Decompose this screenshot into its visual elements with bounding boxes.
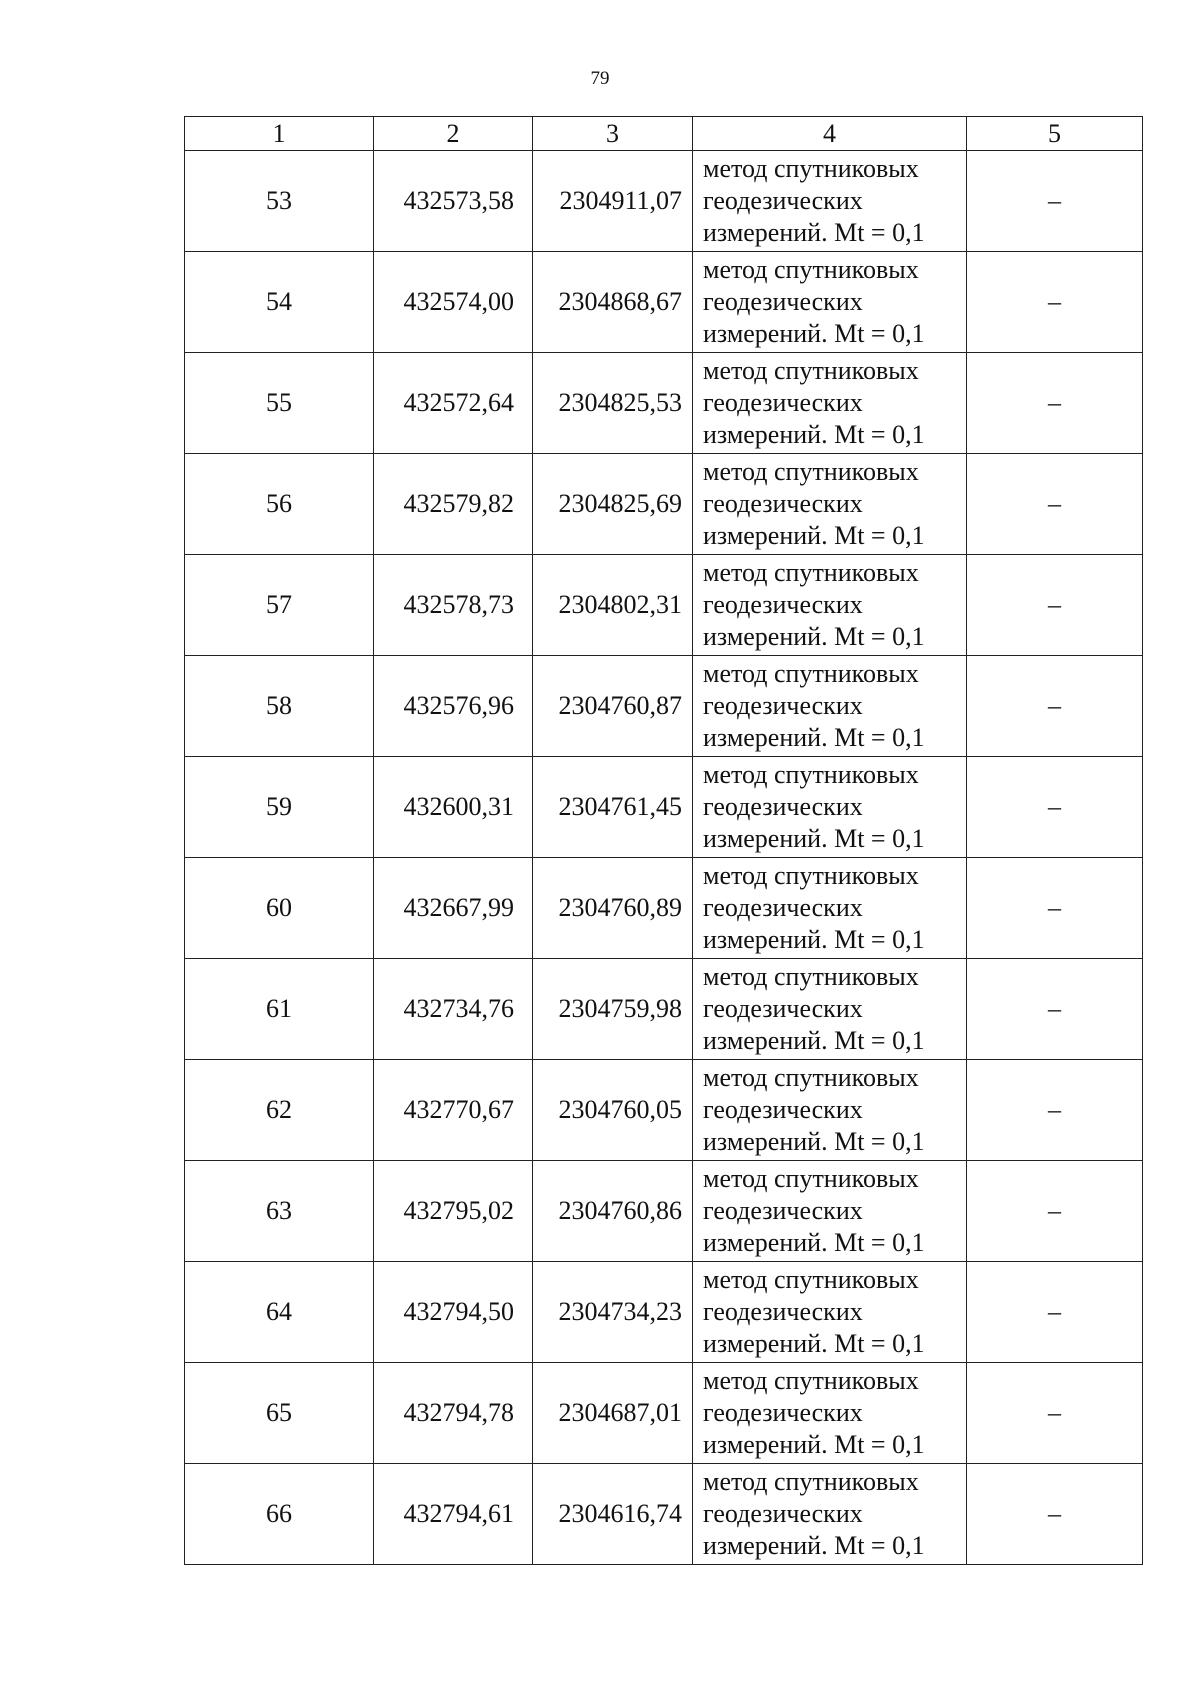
point-number-cell: 63 — [185, 1161, 374, 1262]
method-line: геодезических — [703, 1095, 863, 1124]
method-line: геодезических — [703, 1499, 863, 1528]
coordinate-x-cell: 432734,76 — [374, 959, 533, 1060]
coordinate-x-cell: 432572,64 — [374, 353, 533, 454]
table-row — [185, 1363, 1143, 1464]
coordinate-x-cell: 432770,67 — [374, 1060, 533, 1161]
method-line: геодезических — [703, 489, 863, 518]
point-number-cell: 54 — [185, 252, 374, 353]
point-number-cell: 53 — [185, 151, 374, 252]
method-cell — [693, 656, 967, 757]
header-cell-1: 1 — [185, 117, 374, 151]
coordinate-y-cell: 2304911,07 — [533, 151, 693, 252]
method-line: геодезических — [703, 1398, 863, 1427]
method-cell — [693, 757, 967, 858]
method-line: геодезических — [703, 186, 863, 215]
coordinate-y-cell: 2304759,98 — [533, 959, 693, 1060]
method-line: измерений. Mt = 0,1 — [703, 1531, 925, 1560]
method-line: метод спутниковых — [703, 760, 919, 789]
point-number-cell: 65 — [185, 1363, 374, 1464]
method-line: метод спутниковых — [703, 356, 919, 385]
point-number-cell: 60 — [185, 858, 374, 959]
note-cell: – — [967, 1060, 1143, 1161]
header-cell-5: 5 — [967, 117, 1143, 151]
method-line: геодезических — [703, 287, 863, 316]
point-number-cell: 58 — [185, 656, 374, 757]
table-row — [185, 858, 1143, 959]
note-cell: – — [967, 252, 1143, 353]
table-row — [185, 1464, 1143, 1565]
method-line: измерений. Mt = 0,1 — [703, 1329, 925, 1358]
note-cell: – — [967, 757, 1143, 858]
method-line: метод спутниковых — [703, 962, 919, 991]
coordinate-y-cell: 2304760,87 — [533, 656, 693, 757]
point-number-cell: 59 — [185, 757, 374, 858]
table-row — [185, 252, 1143, 353]
method-line: геодезических — [703, 691, 863, 720]
coordinate-y-cell: 2304734,23 — [533, 1262, 693, 1363]
coordinate-y-cell: 2304760,86 — [533, 1161, 693, 1262]
table-row — [185, 555, 1143, 656]
table-header — [185, 117, 1143, 151]
method-line: измерений. Mt = 0,1 — [703, 319, 925, 348]
table-row — [185, 959, 1143, 1060]
coordinate-x-cell: 432794,78 — [374, 1363, 533, 1464]
method-line: метод спутниковых — [703, 1265, 919, 1294]
method-line: метод спутниковых — [703, 154, 919, 183]
coordinate-x-cell: 432574,00 — [374, 252, 533, 353]
method-cell — [693, 151, 967, 252]
method-line: геодезических — [703, 1297, 863, 1326]
coordinate-y-cell: 2304760,05 — [533, 1060, 693, 1161]
header-cell-3: 3 — [533, 117, 693, 151]
method-line: метод спутниковых — [703, 1366, 919, 1395]
coordinate-x-cell: 432573,58 — [374, 151, 533, 252]
method-line: измерений. Mt = 0,1 — [703, 1026, 925, 1055]
coordinate-x-cell: 432795,02 — [374, 1161, 533, 1262]
coordinate-y-cell: 2304868,67 — [533, 252, 693, 353]
coordinate-y-cell: 2304761,45 — [533, 757, 693, 858]
coordinate-x-cell: 432578,73 — [374, 555, 533, 656]
table-row — [185, 656, 1143, 757]
table-row — [185, 454, 1143, 555]
method-line: метод спутниковых — [703, 1063, 919, 1092]
page-number: 79 — [590, 68, 610, 89]
method-line: геодезических — [703, 792, 863, 821]
point-number-cell: 56 — [185, 454, 374, 555]
coordinate-x-cell: 432794,61 — [374, 1464, 533, 1565]
note-cell: – — [967, 1363, 1143, 1464]
method-cell — [693, 858, 967, 959]
method-line: метод спутниковых — [703, 1467, 919, 1496]
coordinate-x-cell: 432576,96 — [374, 656, 533, 757]
note-cell: – — [967, 353, 1143, 454]
note-cell: – — [967, 858, 1143, 959]
method-line: метод спутниковых — [703, 1164, 919, 1193]
coordinates-table — [184, 116, 1143, 1565]
method-cell — [693, 454, 967, 555]
note-cell: – — [967, 959, 1143, 1060]
method-line: измерений. Mt = 0,1 — [703, 622, 925, 651]
coordinate-x-cell: 432667,99 — [374, 858, 533, 959]
method-line: метод спутниковых — [703, 457, 919, 486]
point-number-cell: 62 — [185, 1060, 374, 1161]
method-line: измерений. Mt = 0,1 — [703, 218, 925, 247]
method-line: измерений. Mt = 0,1 — [703, 824, 925, 853]
method-cell — [693, 252, 967, 353]
method-line: измерений. Mt = 0,1 — [703, 1430, 925, 1459]
method-line: геодезических — [703, 590, 863, 619]
method-line: геодезических — [703, 893, 863, 922]
point-number-cell: 61 — [185, 959, 374, 1060]
coordinate-y-cell: 2304802,31 — [533, 555, 693, 656]
note-cell: – — [967, 555, 1143, 656]
note-cell: – — [967, 1262, 1143, 1363]
header-row — [185, 117, 1143, 151]
method-line: измерений. Mt = 0,1 — [703, 723, 925, 752]
method-line: измерений. Mt = 0,1 — [703, 925, 925, 954]
table-row — [185, 757, 1143, 858]
table-body — [185, 151, 1143, 1565]
coordinate-x-cell: 432794,50 — [374, 1262, 533, 1363]
coordinate-x-cell: 432579,82 — [374, 454, 533, 555]
note-cell: – — [967, 656, 1143, 757]
point-number-cell: 57 — [185, 555, 374, 656]
table-row — [185, 151, 1143, 252]
method-cell — [693, 1464, 967, 1565]
header-cell-4: 4 — [693, 117, 967, 151]
point-number-cell: 66 — [185, 1464, 374, 1565]
method-line: метод спутниковых — [703, 659, 919, 688]
method-cell — [693, 555, 967, 656]
table-row — [185, 1262, 1143, 1363]
note-cell: – — [967, 1464, 1143, 1565]
method-cell — [693, 353, 967, 454]
coordinate-y-cell: 2304687,01 — [533, 1363, 693, 1464]
coordinate-y-cell: 2304760,89 — [533, 858, 693, 959]
method-cell — [693, 1363, 967, 1464]
method-cell — [693, 1262, 967, 1363]
method-cell — [693, 1060, 967, 1161]
method-line: метод спутниковых — [703, 861, 919, 890]
table-row — [185, 1161, 1143, 1262]
method-cell — [693, 959, 967, 1060]
method-line: измерений. Mt = 0,1 — [703, 1127, 925, 1156]
point-number-cell: 64 — [185, 1262, 374, 1363]
point-number-cell: 55 — [185, 353, 374, 454]
method-line: геодезических — [703, 994, 863, 1023]
table-row — [185, 1060, 1143, 1161]
note-cell: – — [967, 1161, 1143, 1262]
method-line: измерений. Mt = 0,1 — [703, 521, 925, 550]
method-line: геодезических — [703, 388, 863, 417]
coordinate-y-cell: 2304616,74 — [533, 1464, 693, 1565]
coordinate-x-cell: 432600,31 — [374, 757, 533, 858]
method-cell — [693, 1161, 967, 1262]
method-line: измерений. Mt = 0,1 — [703, 1228, 925, 1257]
table-row — [185, 353, 1143, 454]
note-cell: – — [967, 151, 1143, 252]
coordinate-y-cell: 2304825,69 — [533, 454, 693, 555]
method-line: метод спутниковых — [703, 558, 919, 587]
method-line: измерений. Mt = 0,1 — [703, 420, 925, 449]
note-cell: – — [967, 454, 1143, 555]
coordinate-y-cell: 2304825,53 — [533, 353, 693, 454]
method-line: метод спутниковых — [703, 255, 919, 284]
method-line: геодезических — [703, 1196, 863, 1225]
header-cell-2: 2 — [374, 117, 533, 151]
